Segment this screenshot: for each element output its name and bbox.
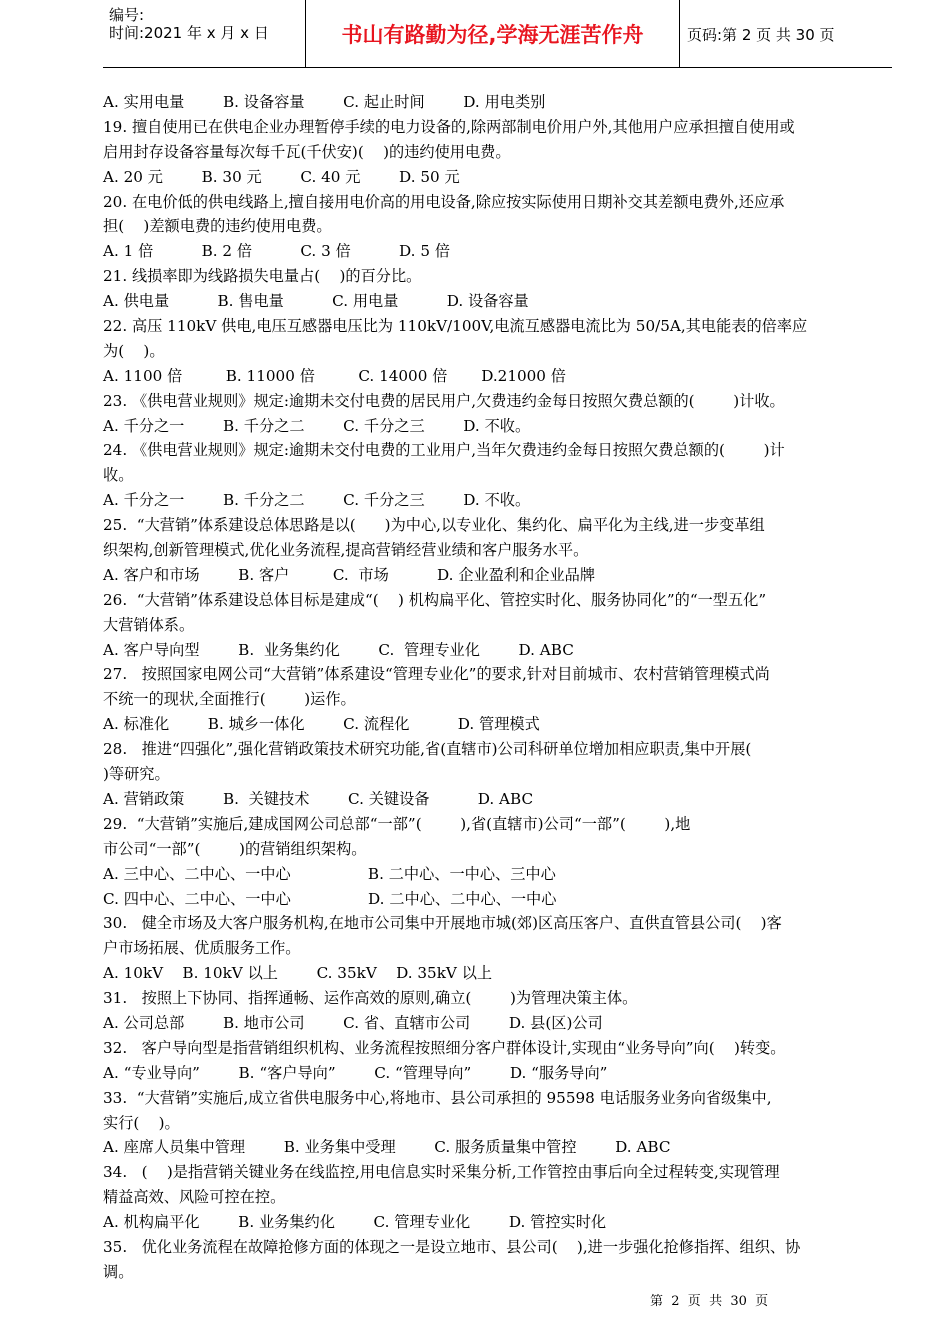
text-line: A. 营销政策 B. 关键技术 C. 关键设备 D. ABC — [103, 789, 534, 808]
text-line: A. 客户导向型 B. 业务集约化 C. 管理专业化 D. ABC — [103, 640, 574, 659]
text-line: 为( )。 — [103, 341, 165, 360]
text-line: 调。 — [103, 1262, 134, 1281]
text-line: 32. 客户导向型是指营销组织机构、业务流程按照细分客户群体设计,实现由“业务导向”向( )转变。 — [103, 1038, 786, 1057]
text-line: 22. 高压 110kV 供电,电压互感器电压比为 110kV/100V,电流互感器电流比为 50/5A,其电能表的倍率应 — [103, 317, 808, 336]
number-label: 编号: — [109, 6, 145, 24]
text-line: 30. 健全市场及大客户服务机构,在地市公司集中开展地市城(郊)区高压客户、直供直管县公司( )客 — [103, 914, 782, 933]
text-line: A. 20 元 B. 30 元 C. 40 元 D. 50 元 — [103, 167, 460, 186]
text-line: 28. 推进“四强化”,强化营销政策技术研究功能,省(直辖市)公司科研单位增加相应职责,集中开展( — [103, 740, 752, 759]
text-line: A. 10kV B. 10kV 以上 C. 35kV D. 35kV 以上 — [103, 964, 493, 983]
text-line: A. “专业导向” B. “客户导向” C. “管理导向” D. “服务导向” — [103, 1063, 608, 1082]
header-page-info: 页码:第 2 页 共 30 页 — [687, 26, 835, 44]
text-line: A. 座席人员集中管理 B. 业务集中受理 C. 服务质量集中管控 D. ABC — [103, 1138, 671, 1157]
text-line: 20. 在电价低的供电线路上,擅自接用电价高的用电设备,除应按实际使用日期补交其差额电费外,还应承 — [103, 192, 785, 211]
text-line: 织架构,创新管理模式,优化业务流程,提高营销经营业绩和客户服务水平。 — [103, 541, 589, 560]
document-body — [103, 90, 893, 1285]
text-line: A. 1100 倍 B. 11000 倍 C. 14000 倍 D.21000 倍 — [103, 366, 566, 385]
text-line: A. 实用电量 B. 设备容量 C. 起止时间 D. 用电类别 — [103, 93, 546, 111]
text-line: 启用封存设备容量每次每千瓦(千伏安)( )的违约使用电费。 — [103, 142, 511, 161]
page-header — [103, 0, 892, 68]
text-line: 29. “大营销”实施后,建成国网公司总部“一部”( ),省(直辖市)公司“一部”( ),地 — [103, 814, 691, 833]
text-line: A. 千分之一 B. 千分之二 C. 千分之三 D. 不收。 — [103, 491, 531, 510]
text-line: C. 四中心、二中心、一中心 D. 二中心、二中心、一中心 — [103, 889, 557, 908]
text-line: 收。 — [103, 466, 134, 485]
text-line: 35. 优化业务流程在故障抢修方面的体现之一是设立地市、县公司( ),进一步强化抢修指挥、组织、协 — [103, 1237, 801, 1256]
text-line: A. 千分之一 B. 千分之二 C. 千分之三 D. 不收。 — [103, 416, 531, 435]
text-line: 25. “大营销”体系建设总体思路是以( )为中心,以专业化、集约化、扁平化为主线,进一步变革组 — [103, 516, 765, 535]
text-line: 19. 擅自使用已在供电企业办理暂停手续的电力设备的,除两部制电价用户外,其他用户应承担擅自使用或 — [103, 117, 795, 136]
header-left-cell — [103, 0, 306, 67]
text-line: A. 1 倍 B. 2 倍 C. 3 倍 D. 5 倍 — [103, 242, 451, 261]
text-line: A. 公司总部 B. 地市公司 C. 省、直辖市公司 D. 县(区)公司 — [103, 1013, 603, 1032]
text-line: A. 供电量 B. 售电量 C. 用电量 D. 设备容量 — [103, 292, 529, 311]
text-line: 33. “大营销”实施后,成立省供电服务中心,将地市、县公司承担的 95598 电话服务业务向省级集中, — [103, 1088, 772, 1107]
text-line: 23. 《供电营业规则》规定:逾期未交付电费的居民用户,欠费违约金每日按照欠费总额的( )计收。 — [103, 391, 785, 410]
text-line: 市公司“一部”( )的营销组织架构。 — [103, 839, 367, 858]
header-motto: 书山有路勤为径,学海无涯苦作舟 — [306, 0, 680, 67]
text-line: 31. 按照上下协同、指挥通畅、运作高效的原则,确立( )为管理决策主体。 — [103, 989, 638, 1008]
text-line: 精益高效、风险可控在控。 — [103, 1188, 286, 1207]
text-line: 27. 按照国家电网公司“大营销”体系建设“管理专业化”的要求,针对目前城市、农村营销管理模式尚 — [103, 665, 770, 684]
text-line: 大营销体系。 — [103, 615, 195, 634]
text-line: 21. 线损率即为线路损失电量占( )的百分比。 — [103, 267, 422, 286]
text-line: 26. “大营销”体系建设总体目标是建成“( ) 机构扁平化、管控实时化、服务协同化”的“一型五化” — [103, 590, 767, 609]
text-line: 不统一的现状,全面推行( )运作。 — [103, 690, 356, 709]
text-line: 担( )差额电费的违约使用电费。 — [103, 217, 332, 236]
text-line: 实行( )。 — [103, 1113, 180, 1132]
text-line: A. 客户和市场 B. 客户 C. 市场 D. 企业盈利和企业品牌 — [103, 565, 596, 584]
text-line: 24. 《供电营业规则》规定:逾期未交付电费的工业用户,当年欠费违约金每日按照欠费总额的( )计 — [103, 441, 785, 460]
text-line: A. 标准化 B. 城乡一体化 C. 流程化 D. 管理模式 — [103, 715, 540, 734]
time-label: 时间:2021 年 x 月 x 日 — [109, 24, 269, 42]
text-line: A. 机构扁平化 B. 业务集约化 C. 管理专业化 D. 管控实时化 — [103, 1213, 607, 1232]
text-line: )等研究。 — [103, 765, 170, 784]
text-line: A. 三中心、二中心、一中心 B. 二中心、一中心、三中心 — [103, 864, 556, 883]
page-footer: 第 2 页 共 30 页 — [650, 1294, 769, 1309]
text-line: 34. ( )是指营销关键业务在线监控,用电信息实时采集分析,工作管控由事后向全过程转变,实现管理 — [103, 1163, 780, 1182]
text-line: 户市场拓展、优质服务工作。 — [103, 939, 301, 958]
